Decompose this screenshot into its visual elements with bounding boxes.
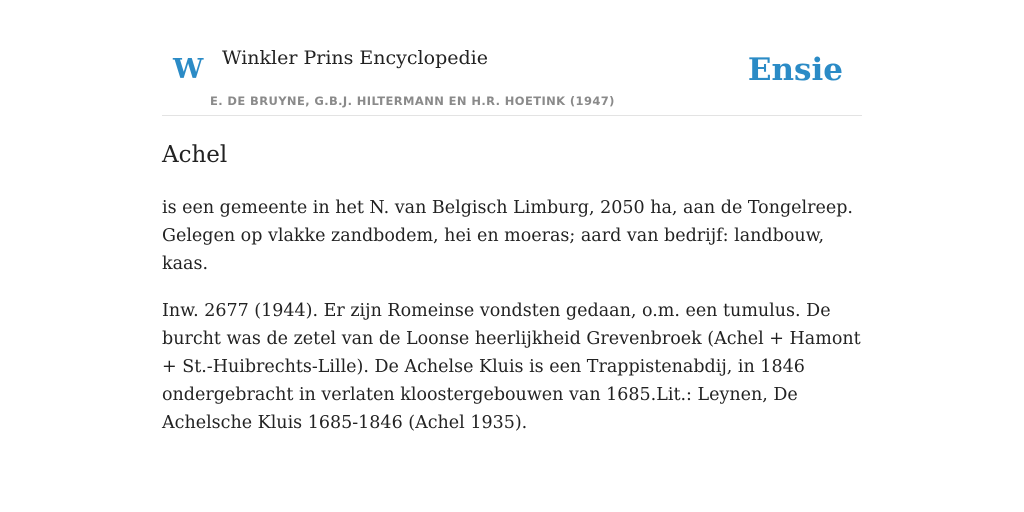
article-body xyxy=(162,194,862,437)
header xyxy=(162,44,862,116)
publication-logo[interactable]: W xyxy=(173,54,204,85)
article-paragraph: Inw. 2677 (1944). Er zijn Romeinse vondsten gedaan, o.m. een tumulus. De burcht was de zetel van de Loonse heerlijkheid Grevenbroek (Achel + Hamont + St.-Huibrechts-Lille). De Achelse Kluis is een Trappistenabdij, in 1846 ondergebracht in verlaten kloostergebouwen van 1685.Lit.: Leynen, De Achelsche Kluis 1685-1846 (Achel 1935). xyxy=(162,301,861,433)
article-title: Achel xyxy=(162,142,228,168)
ensie-logo-link[interactable]: Ensie xyxy=(747,52,843,88)
article-paragraph: is een gemeente in het N. van Belgisch Limburg, 2050 ha, aan de Tongelreep. Gelegen op vlakke zandbodem, hei en moeras; aard van bedrijf: landbouw, kaas. xyxy=(162,198,853,274)
page xyxy=(162,0,862,437)
publication-title[interactable]: Winkler Prins Encyclopedie xyxy=(222,47,488,69)
publication-authors: E. DE BRUYNE, G.B.J. HILTERMANN EN H.R. HOETINK (1947) xyxy=(210,94,615,108)
